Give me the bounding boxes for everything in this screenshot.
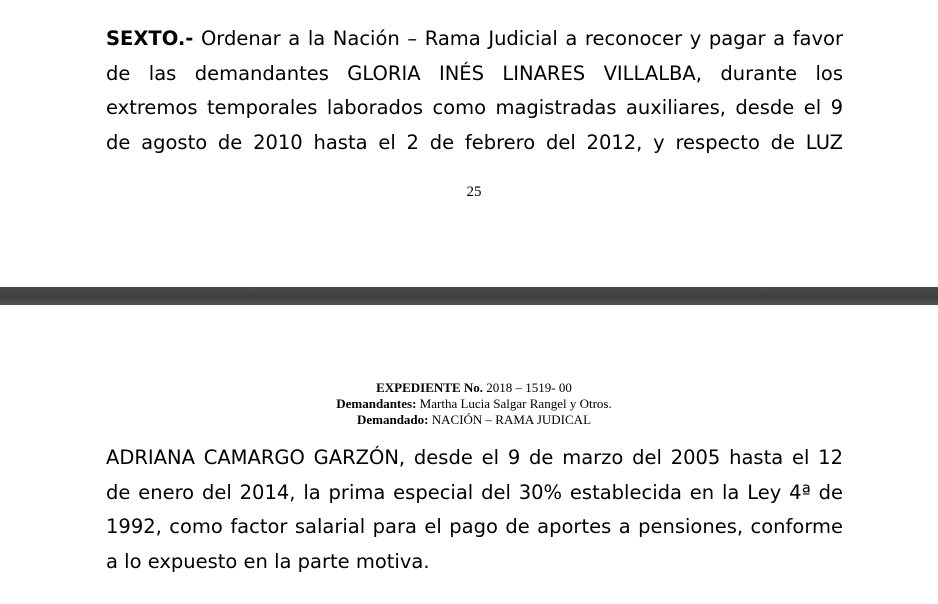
continuation-paragraph: [106, 441, 843, 579]
demandantes-label: Demandantes:: [336, 396, 417, 411]
sexto-heading: SEXTO.-: [106, 27, 194, 50]
paragraph-line: extremos temporales laborados como magistradas auxiliares, desde el 9: [106, 96, 843, 119]
page-25: [0, 0, 938, 287]
demandado-label: Demandado:: [356, 412, 429, 427]
page-separator: [0, 287, 938, 305]
paragraph-line: de agosto de 2010 hasta el 2 de febrero del 2012, y respecto de LUZ: [106, 130, 843, 154]
demandado-value: NACIÓN – RAMA JUDICAL: [428, 412, 592, 427]
paragraph-line: de las demandantes GLORIA INÉS LINARES VILLALBA, durante los: [106, 61, 843, 85]
demandantes-value: Martha Lucia Salgar Rangel y Otros.: [416, 396, 612, 411]
page-number: 25: [466, 184, 482, 200]
sexto-paragraph: [106, 22, 843, 160]
expediente-value: 2018 – 1519- 00: [483, 380, 572, 395]
paragraph-line: 1992, como factor salarial para el pago de aportes a pensiones, conforme: [106, 515, 843, 538]
paragraph-line: a lo expuesto en la parte motiva.: [106, 549, 430, 573]
demandado-row: [0, 412, 938, 428]
expediente-label: EXPEDIENTE No.: [376, 380, 484, 395]
line-text: Ordenar a la Nación – Rama Judicial a reconocer y pagar a favor: [193, 27, 843, 50]
expediente-row: [0, 380, 938, 396]
paragraph-line: [106, 22, 843, 57]
paragraph-line: ADRIANA CAMARGO GARZÓN, desde el 9 de marzo del 2005 hasta el 12: [106, 446, 843, 469]
paragraph-line: de enero del 2014, la prima especial del 30% establecida en la Ley 4ª de: [106, 480, 843, 504]
demandantes-row: [0, 396, 938, 412]
case-header: [0, 380, 938, 428]
